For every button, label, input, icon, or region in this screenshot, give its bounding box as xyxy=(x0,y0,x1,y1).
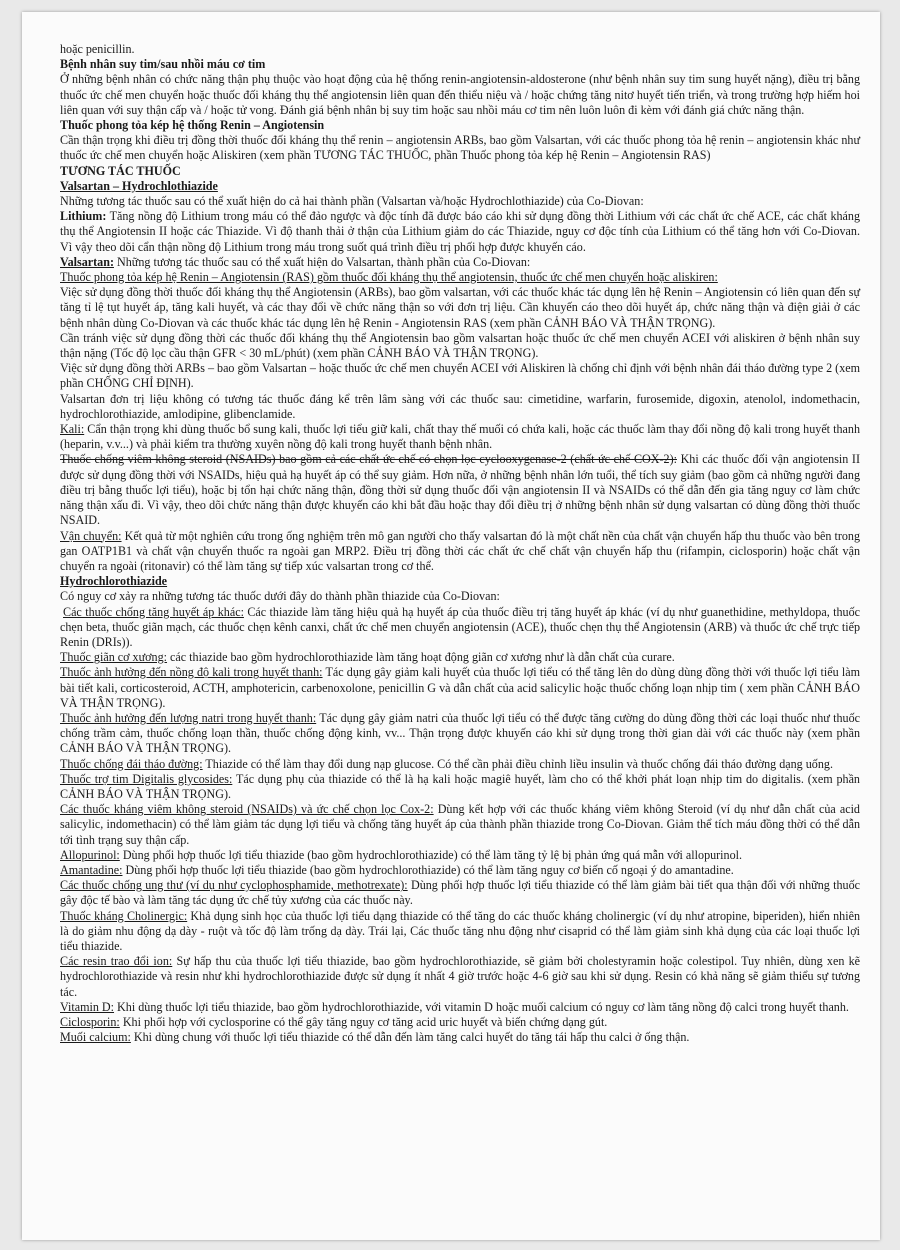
paragraph xyxy=(60,650,860,665)
paragraph xyxy=(60,848,860,863)
term-label: Allopurinol: xyxy=(60,847,120,862)
term-text: Kết quả từ một nghiên cứu trong ống nghiệm trên mô gan người cho thấy valsartan đó là một chất nền của chất vận chuyển hấp thu thuốc vào bên trong gan OATP1B1 và chất vận chuyển thuốc ra ngoài gan MRP2. Điều trị đồng thời các chất ức chế chất vận chuyển hấp thu (rifampin, ciclosporin) hoặc chất vận chuyển ra ngoài (ritonavir) có thể làm tăng sự tiếp xúc valsartan trong cơ thể. xyxy=(60,528,860,573)
term-label: Thuốc chống viêm không steroid (NSAIDs) bao gồm cả các chất ức chế có chọn lọc cyclooxygenase-2 (chất ức chế COX-2): xyxy=(60,452,677,467)
paragraph xyxy=(60,772,860,802)
paragraph xyxy=(60,711,860,757)
term-text: Sự hấp thu của thuốc lợi tiểu thiazide, bao gồm hydrochlorothiazide, sẽ giảm bởi cholestyramin hoặc colestipol. Tuy nhiên, dùng xen kẽ hydrochlorothiazide và resin như khi hydrochlorothiazide được sử dụng ít nhất 4 giờ trước hoặc 4-6 giờ sau khi sử dụng. Resin có khả năng sẽ giảm thiểu sự tương tác. xyxy=(60,954,860,999)
term-label: Muối calcium: xyxy=(60,1030,131,1045)
term-label: Các thuốc chống tăng huyết áp khác: xyxy=(63,604,244,619)
term-label: Các thuốc chống ung thư (ví dụ như cyclophosphamide, methotrexate): xyxy=(60,878,408,893)
term-text: Tác dụng gây giảm natri của thuốc lợi tiểu có thể được tăng cường do dùng đồng thời các loại thuốc như thuốc chống trầm cảm, thuốc chống loạn thần, thuốc chống động kinh, vv... Thận trọng được khuyến cáo khi sử dụng trong thời gian dài với các thuốc này (xem phần CẢNH BÁO VÀ THẬN TRỌNG). xyxy=(60,710,860,756)
term-label: Kali: xyxy=(60,422,85,437)
term-text: Khi các thuốc đối vận angiotensin II được sử dụng đồng thời với NSAIDs, hiệu quả hạ huyết áp có thể suy giảm. Hơn nữa, ở những bệnh nhân lớn tuổi, thể tích suy giảm (bao gồm cả những người đang điều trị bằng thuốc lợi tiểu), hoặc bị tổn hại chức năng thận, đồng thời sử dụng thuốc đối vận angiotensin II và NSAIDs có thể dẫn đến gia tăng nguy cơ làm chức năng thận xấu đi. Vì vậy, theo dõi chức năng thận được khuyến cáo khi bắt đầu hoặc thay đổi điều trị ở những bệnh nhân sử dụng valsartan có dùng đồng thời thuốc NSAID. xyxy=(60,452,860,528)
paragraph xyxy=(60,954,860,1000)
paragraph xyxy=(60,605,860,651)
term-label: Valsartan: xyxy=(60,254,114,269)
term-text: Khi dùng chung với thuốc lợi tiểu thiazide có thể dẫn đến làm tăng calci huyết do tăng tái hấp thu calci ở ống thận. xyxy=(130,1030,690,1045)
document-body xyxy=(60,42,860,1045)
term-label: Vận chuyển: xyxy=(60,528,122,543)
paragraph xyxy=(60,802,860,848)
paragraph: hoặc penicillin. xyxy=(60,42,135,56)
chapter-heading: TƯƠNG TÁC THUỐC xyxy=(60,163,181,178)
term-label: Thuốc ảnh hưởng đến nồng độ kali trong huyết thanh: xyxy=(60,665,323,680)
section-heading: Bệnh nhân suy tim/sau nhồi máu cơ tim xyxy=(60,57,266,72)
paragraph xyxy=(60,1030,860,1045)
paragraph xyxy=(60,452,860,528)
term-text: Khả dụng sinh học của thuốc lợi tiểu dạng thiazide có thể tăng do các thuốc kháng cholinergic (ví dụ như atropine, biperiden), hiển nhiên là do giảm nhu động dạ dày - ruột và tốc độ làm trống dạ dày. Trái lại, Các thuốc tăng nhu động như cisaprid có thể làm giảm sinh khả dụng của các loại thuốc lợi tiểu thiazide. xyxy=(60,908,860,953)
term-text: Tác dụng phụ của thiazide có thể là hạ kali hoặc magiê huyết, làm cho có thể khởi phát loạn nhịp tim do digitalis. (xem phần CẢNH BÁO VÀ THẬN TRỌNG). xyxy=(60,771,860,801)
term-label: Thuốc chống đái tháo đường: xyxy=(60,756,203,771)
term-label: Các resin trao đổi ion: xyxy=(60,954,173,969)
subsection-heading: Thuốc phong tỏa kép hệ Renin – Angiotensin (RAS) gồm thuốc đối kháng thụ thể angiotensin, thuốc ức chế men chuyển hoặc aliskiren: xyxy=(60,270,718,285)
paragraph: Ở những bệnh nhân có chức năng thận phụ thuộc vào hoạt động của hệ thống renin-angiotensin-aldosterone (như bệnh nhân suy tim sung huyết nặng), điều trị bằng thuốc ức chế men chuyển hoặc thuốc đối kháng thụ thể angiotensin liên quan đến thiểu niệu và / hoặc chứng tăng nitơ huyết tiến triển, và trong trường hợp hiếm hoi liên quan với suy thận cấp và / hoặc tử vong. Đánh giá bệnh nhân bị suy tim hoặc sau nhồi máu cơ tim nên luôn luôn đi kèm với đánh giá chức năng thận. xyxy=(60,72,860,117)
term-label: Các thuốc kháng viêm không steroid (NSAIDs) và ức chế chọn lọc Cox-2: xyxy=(60,802,434,817)
term-text: Thiazide có thể làm thay đổi dung nạp glucose. Có thể cần phải điều chỉnh liều insulin và thuốc chống đái tháo đường dạng uống. xyxy=(202,756,833,771)
term-label: Amantadine: xyxy=(60,862,123,877)
term-label: Thuốc ảnh hưởng đến lượng natri trong huyết thanh: xyxy=(60,710,317,725)
paragraph: Có nguy cơ xảy ra những tương tác thuốc dưới đây do thành phần thiazide của Co-Diovan: xyxy=(60,589,500,604)
term-text: Dùng phối hợp thuốc lợi tiểu thiazide (bao gồm hydrochlorothiazide) có thể làm tăng nguy cơ biến cố ngoại ý do amantadine. xyxy=(122,862,734,877)
section-heading: Thuốc phong tỏa kép hệ thống Renin – Angiotensin xyxy=(60,118,325,133)
paragraph xyxy=(60,255,860,270)
term-text: Dùng kết hợp với các thuốc kháng viêm không Steroid (ví dụ như dẫn chất của acid salicylic, indomethacin) có thể làm giảm tác dụng lợi tiểu và chống tăng huyết áp của thành phần thiazide trong Co-Diovan. Giảm thể tích máu đồng thời có thể dẫn tới tình trạng suy thận cấp. xyxy=(60,802,860,847)
paragraph xyxy=(60,422,860,452)
term-text: Những tương tác thuốc sau có thể xuất hiện do Valsartan, thành phần của Co-Diovan: xyxy=(113,254,531,269)
paragraph xyxy=(60,1000,860,1015)
paragraph xyxy=(60,209,860,255)
term-text: Khi phối hợp với cyclosporine có thể gây tăng nguy cơ tăng acid uric huyết và biến chứng dạng gút. xyxy=(119,1015,608,1029)
paragraph: Những tương tác thuốc sau có thể xuất hiện do cả hai thành phần (Valsartan và/hoặc Hydrochlothiazide) của Co-Diovan: xyxy=(60,194,644,209)
paragraph: Valsartan đơn trị liệu không có tương tác thuốc đáng kể trên lâm sàng với các thuốc sau: cimetidine, warfarin, furosemide, digoxin, atenolol, indomethacin, hydrochlorothiazide, amlodipine, glibenclamide. xyxy=(60,391,860,421)
term-text: Tác dụng gây giảm kali huyết của thuốc lợi tiểu có thể tăng lên do dùng dùng đồng thời với thuốc lợi tiểu làm bài tiết kali, corticosteroid, ACTH, amphotericin, carbenoxolone, penicillin G và dẫn chất của acid salicylic hoặc thuốc chống loạn nhịp tim ( xem phần CẢNH BÁO VÀ THẬN TRỌNG). xyxy=(60,665,860,710)
term-text: Cẩn thận trọng khi dùng thuốc bổ sung kali, thuốc lợi tiểu giữ kali, chất thay thế muối có chứa kali, hoặc các thuốc làm thay đổi nồng độ kali trong huyết thanh (heparin, v.v...) và phải kiểm tra thường xuyên nồng độ kali trong huyết thanh bệnh nhân. xyxy=(60,422,860,452)
term-label: Thuốc trợ tim Digitalis glycosides: xyxy=(60,771,233,786)
term-text: Tăng nồng độ Lithium trong máu có thể đảo ngược và độc tính đã được báo cáo khi sử dụng đồng thời Lithium với các chất ức chế ACE, các chất kháng thụ thể Angiotensin II hoặc các Thiazide. Vì độ thanh thải ở thận của Lithium giảm do các Thiazide, nguy cơ độc tính của Lithium có thể tăng hơn với Co-Diovan. Vì vậy theo dõi cẩn thận nồng độ Lithium trong máu trong suốt quá trình điều trị phối hợp được khuyến cáo. xyxy=(60,209,860,254)
paragraph xyxy=(60,863,860,878)
paragraph xyxy=(60,757,860,772)
paragraph xyxy=(60,1015,860,1030)
paragraph xyxy=(60,529,860,575)
term-text: Dùng phối hợp thuốc lợi tiểu thiazide có thể làm giảm bài tiết qua thận đối với những thuốc gây độc tế bào và làm tăng tác dụng ức chế tủy xương của các thuốc này. xyxy=(60,878,860,908)
term-text: Khi dùng thuốc lợi tiểu thiazide, bao gồm hydrochlorothiazide, với vitamin D hoặc muối calcium có nguy cơ làm tăng nồng độ calci trong huyết thanh. xyxy=(114,999,849,1014)
document-page xyxy=(22,12,880,1240)
paragraph: Cần tránh việc sử dụng đồng thời các thuốc đối kháng thụ thể Angiotensin bao gồm valsartan hoặc thuốc ức chế men chuyển ACEI với aliskiren ở bệnh nhân suy thận nặng (Tốc độ lọc cầu thận GFR < 30 mL/phút) (xem phần CẢNH BÁO VÀ THẬN TRỌNG). xyxy=(60,330,860,361)
term-text: các thiazide bao gồm hydrochlorothiazide làm tăng hoạt động giãn cơ xương như là dẫn chất của curare. xyxy=(167,650,675,665)
paragraph xyxy=(60,665,860,711)
term-text: Dùng phối hợp thuốc lợi tiểu thiazide (bao gồm hydrochlorothiazide) có thể làm tăng tỷ lệ bị phản ứng quá mẫn với allopurinol. xyxy=(119,847,743,862)
paragraph: Cần thận trọng khi điều trị đồng thời thuốc đối kháng thụ thể renin – angiotensin ARBs, bao gồm Valsartan, với các thuốc phong tỏa hệ renin – angiotensin khác như thuốc ức chế men chuyển hoặc Aliskiren (xem phần TƯƠNG TÁC THUỐC, phần Thuốc phong tỏa kép hệ Renin – Angiotensin RAS) xyxy=(60,133,860,163)
paragraph xyxy=(60,909,860,955)
term-text: Các thiazide làm tăng hiệu quả hạ huyết áp của thuốc điều trị tăng huyết áp khác (ví dụ như guanethidine, methyldopa, thuốc chẹn beta, thuốc giãn mạch, các thuốc chẹn kênh canxi, chất ức chế men chuyển angiotensin (ACE), thuốc chẹn thụ thể Angiotensin (ARB) và thuốc ức chế trực tiếp Renin (DRIs)). xyxy=(60,604,860,649)
subsection-heading: Hydrochlorothiazide xyxy=(60,574,168,589)
term-label: Thuốc kháng Cholinergic: xyxy=(60,908,188,923)
subsection-heading: Valsartan – Hydrochlothiazide xyxy=(60,178,218,193)
term-label: Vitamin D: xyxy=(60,999,115,1014)
paragraph xyxy=(60,878,860,908)
paragraph: Việc sử dụng đồng thời ARBs – bao gồm Valsartan – hoặc thuốc ức chế men chuyển ACEI với Aliskiren là chống chỉ định với bệnh nhân đái tháo đường type 2 (xem phần CHỐNG CHỈ ĐỊNH). xyxy=(60,361,861,391)
term-label: Ciclosporin: xyxy=(60,1015,120,1029)
term-label: Lithium: xyxy=(60,209,107,224)
paragraph: Việc sử dụng đồng thời thuốc đối kháng thụ thể Angiotensin (ARBs), bao gồm valsartan, với các thuốc khác tác dụng lên hệ Renin – Angiotensin có liên quan đến sự tăng tỉ lệ tụt huyết áp, tăng kali huyết, và các thay đổi về chức năng thận so với đơn trị liệu. Cần khuyến cáo theo dõi huyết áp, chức năng thận và điện giải ở các bệnh nhân dùng Co-Diovan và các thuốc khác tác dụng lên hệ Renin - Angiotensin RAS (xem phần CẢNH BÁO VÀ THẬN TRỌNG). xyxy=(60,285,860,330)
term-label: Thuốc giãn cơ xương: xyxy=(60,650,168,665)
